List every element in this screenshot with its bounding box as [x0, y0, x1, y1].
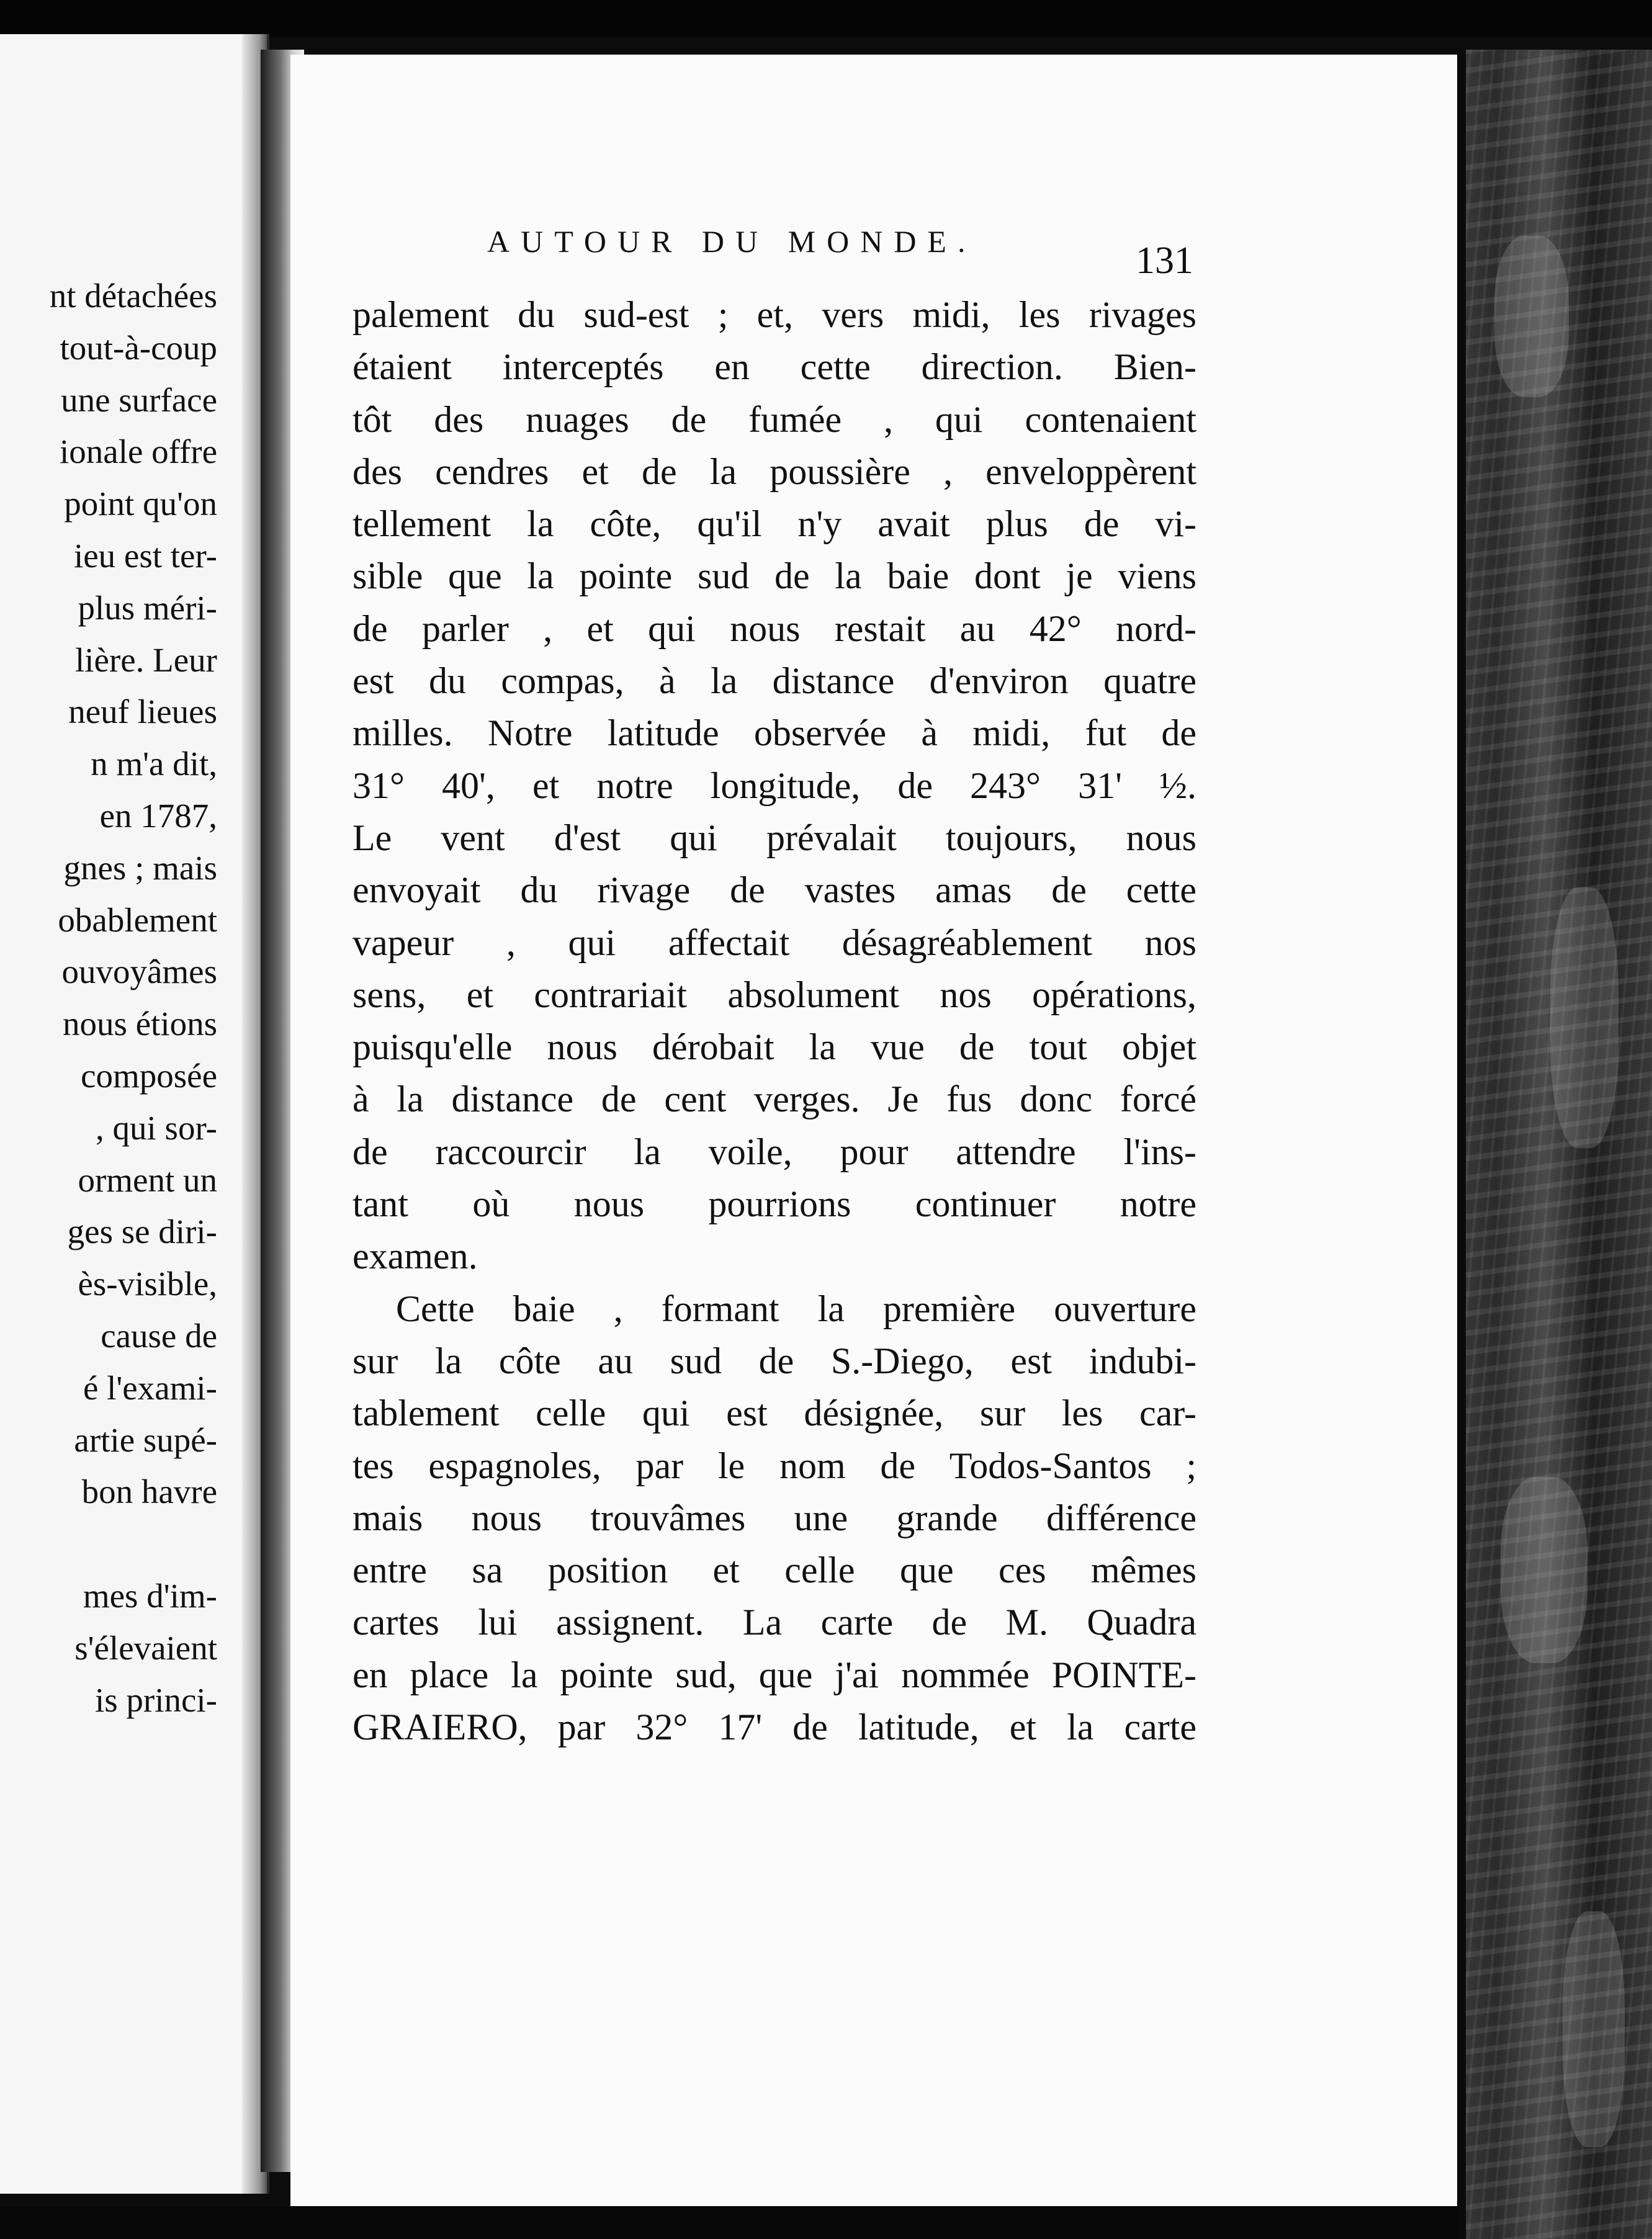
text-line: cartes lui assignent. La carte de M. Quadra — [352, 1602, 1196, 1643]
left-line: , qui sor- — [96, 1108, 217, 1147]
left-line: ouvoyâmes — [61, 953, 217, 991]
text-line: GRAIERO, par 32° 17' de latitude, et la carte — [352, 1707, 1196, 1748]
left-line: obablement — [58, 900, 217, 939]
text-line: 31° 40', et notre longitude, de 243° 31' ½. — [352, 765, 1196, 806]
text-line: tellement la côte, qu'il n'y avait plus de vi- — [352, 503, 1196, 545]
text-line: Le vent d'est qui prévalait toujours, nous — [352, 817, 1196, 858]
text-line: est du compas, à la distance d'environ quatre — [352, 660, 1196, 702]
left-line: artie supé- — [74, 1420, 217, 1459]
body-text — [352, 289, 1196, 1753]
binding-edge — [1457, 50, 1466, 2239]
page-number: 131 — [1136, 240, 1193, 282]
text-line: palement du sud-est ; et, vers midi, les rivages — [352, 294, 1196, 335]
text-line: sible que la pointe sud de la baie dont je viens — [352, 555, 1196, 597]
text-line: en place la pointe sud, que j'ai nommée POINTE- — [352, 1654, 1196, 1695]
left-line: mes d'im- — [83, 1576, 217, 1615]
binding-texture — [1494, 236, 1569, 397]
left-page-text — [12, 270, 217, 1726]
text-line: tant où nous pourrions continuer notre — [352, 1183, 1196, 1225]
left-line: point qu'on — [64, 485, 217, 523]
text-line: étaient interceptés en cette direction. Bien- — [352, 346, 1196, 388]
text-line: de parler , et qui nous restait au 42° nord- — [352, 608, 1196, 649]
text-line: entre sa position et celle que ces mêmes — [352, 1550, 1196, 1591]
text-line: mais nous trouvâmes une grande différence — [352, 1497, 1196, 1538]
left-line: composée — [81, 1056, 217, 1095]
left-line: gnes ; mais — [63, 848, 217, 887]
left-line: neuf lieues — [68, 693, 217, 731]
text-line: de raccourcir la voile, pour attendre l'ins- — [352, 1131, 1196, 1172]
left-line: une surface — [61, 380, 217, 419]
left-line: é l'exami- — [83, 1368, 217, 1407]
left-line: plus méri- — [78, 588, 217, 627]
left-line: cause de — [101, 1316, 217, 1355]
text-line: tôt des nuages de fumée , qui contenaient — [352, 398, 1196, 440]
binding-texture — [1563, 1911, 1625, 2147]
left-line: en 1787, — [99, 796, 217, 835]
text-line: milles. Notre latitude observée à midi, fut de — [352, 712, 1196, 754]
left-line: orment un — [78, 1160, 217, 1199]
left-page — [0, 34, 269, 2194]
text-line: envoyait du rivage de vastes amas de cette — [352, 869, 1196, 911]
text-line: à la distance de cent verges. Je fus donc forcé — [352, 1079, 1196, 1120]
left-line: ès-visible, — [78, 1265, 217, 1303]
left-line — [12, 1518, 217, 1570]
book-binding — [1457, 50, 1652, 2239]
left-line: ges se diri- — [67, 1213, 217, 1251]
text-line: sens, et contrariait absolument nos opérations, — [352, 974, 1196, 1015]
left-line: n m'a dit, — [91, 745, 217, 783]
scan-border-top — [0, 0, 1652, 37]
binding-texture — [1550, 887, 1618, 1148]
left-line: nt détachées — [49, 277, 217, 315]
left-line: tout-à-coup — [60, 328, 217, 367]
text-line: tes espagnoles, par le nom de Todos-Santos ; — [352, 1445, 1196, 1486]
text-line: tablement celle qui est désignée, sur les car- — [352, 1393, 1196, 1434]
text-line: sur la côte au sud de S.-Diego, est indubi- — [352, 1340, 1196, 1381]
left-line: lière. Leur — [74, 640, 217, 679]
text-line: Cette baie , formant la première ouverture — [396, 1288, 1196, 1329]
text-line: vapeur , qui affectait désagréablement nos — [352, 922, 1196, 963]
running-title: AUTOUR DU MONDE. — [487, 224, 977, 259]
binding-texture — [1501, 1477, 1587, 1663]
left-line: is princi- — [94, 1680, 217, 1719]
scan-border-bottom — [0, 2206, 1457, 2239]
left-line: ieu est ter- — [73, 536, 217, 575]
text-line: des cendres et de la poussière , enveloppèrent — [352, 451, 1196, 492]
text-line: puisqu'elle nous dérobait la vue de tout objet — [352, 1026, 1196, 1068]
left-line: nous étions — [62, 1005, 217, 1043]
left-line: bon havre — [81, 1473, 217, 1511]
text-line: examen. — [352, 1236, 478, 1277]
left-line: s'élevaient — [74, 1628, 217, 1667]
left-line: ionale offre — [60, 433, 217, 471]
